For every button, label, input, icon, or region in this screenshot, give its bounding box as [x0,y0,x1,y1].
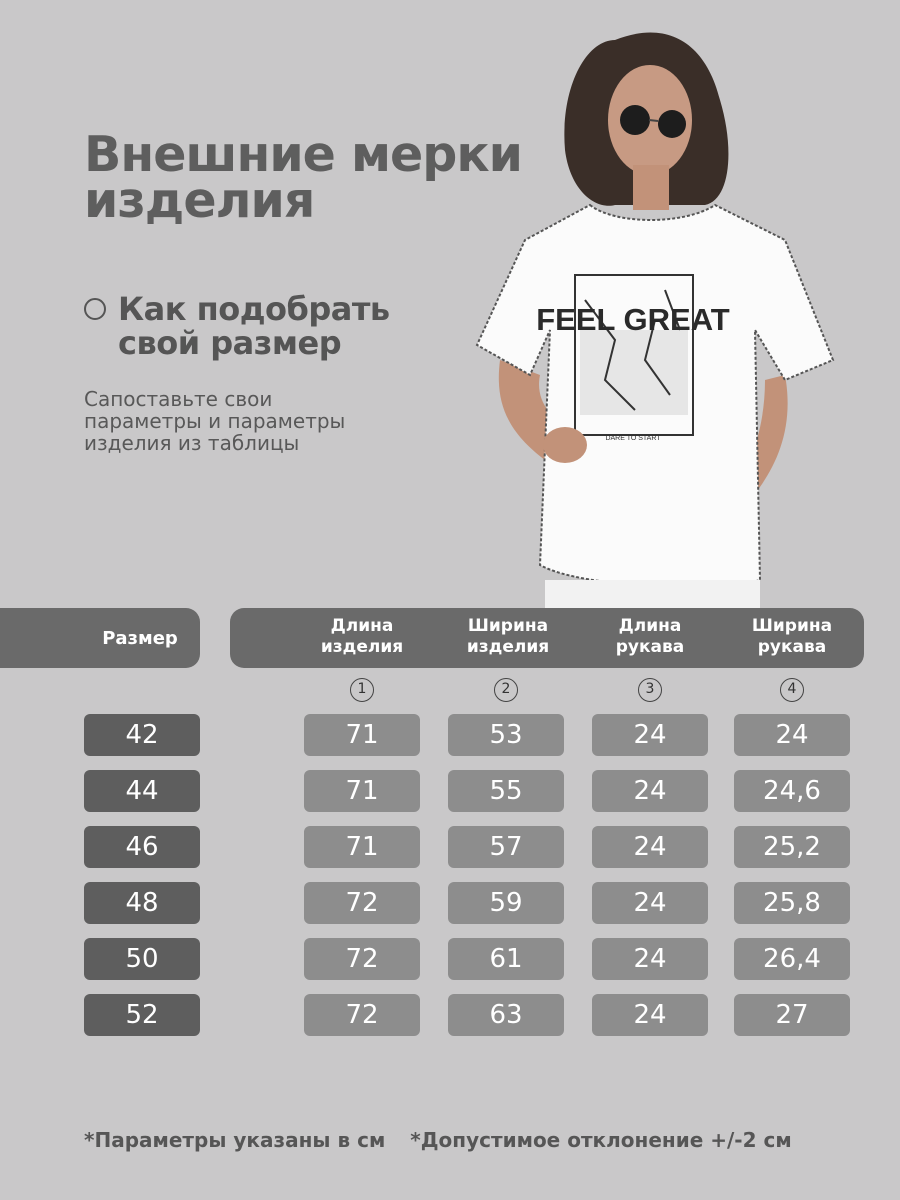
size-cell: 46 [84,826,200,868]
value-cell: 24 [592,994,708,1036]
value-cell: 24 [592,938,708,980]
value-cell: 27 [734,994,850,1036]
value-cell: 72 [304,882,420,924]
value-cell: 63 [448,994,564,1036]
value-cell: 61 [448,938,564,980]
circle-icon [84,298,106,320]
sunglasses-left [620,105,650,135]
hand [543,427,587,463]
neck [633,165,669,210]
column-header-4 [727,616,857,658]
value-cell: 24 [592,770,708,812]
sunglasses-right [658,110,686,138]
value-cell: 59 [448,882,564,924]
column-4-label-line-1: Ширина [751,616,833,636]
shirt-print-main: FEEL GREAT [536,302,730,337]
value-cell: 24 [592,826,708,868]
footer-notes [84,1128,792,1152]
title-line-1: Внешние мерки [84,126,522,183]
value-cell: 71 [304,826,420,868]
column-header-2 [443,616,573,658]
page-title [84,126,522,229]
column-4-label-line-2: рукава [757,637,827,657]
size-header-label: Размер [102,627,178,649]
column-2-label-line-1: Ширина [467,616,549,636]
how-to-line-2: свой размер [118,324,342,362]
value-cell: 57 [448,826,564,868]
model-photo [465,0,845,610]
how-to-line-1: Как подобрать [118,290,390,328]
value-cell: 55 [448,770,564,812]
measurements-header [230,608,864,668]
value-cell: 53 [448,714,564,756]
value-cell: 24,6 [734,770,850,812]
footer-note-tolerance: *Допустимое отклонение +/-2 см [410,1128,792,1152]
description-line-3: изделия из таблицы [84,431,300,455]
shirt-print-small: DARE TO START [605,435,661,442]
column-number-2: 2 [494,678,518,702]
value-cell: 25,8 [734,882,850,924]
value-cell: 72 [304,938,420,980]
size-cell: 52 [84,994,200,1036]
size-cell: 50 [84,938,200,980]
size-cell: 48 [84,882,200,924]
column-number-1: 1 [350,678,374,702]
column-header-1 [297,616,427,658]
value-cell: 24 [592,714,708,756]
column-1-label-line-1: Длина [330,616,394,636]
value-cell: 25,2 [734,826,850,868]
size-cell: 42 [84,714,200,756]
column-number-3: 3 [638,678,662,702]
column-3-label-line-1: Длина [618,616,682,636]
description-line-1: Сапоставьте свои [84,387,273,411]
footer-note-units: *Параметры указаны в см [84,1128,386,1152]
column-3-label-line-2: рукава [615,637,685,657]
size-column-header [0,608,200,668]
description [84,388,345,454]
column-1-label-line-2: изделия [320,637,404,657]
description-line-2: параметры и параметры [84,409,346,433]
column-number-4: 4 [780,678,804,702]
pants [545,580,760,610]
value-cell: 26,4 [734,938,850,980]
value-cell: 71 [304,770,420,812]
title-line-2: изделия [84,172,315,229]
size-cell: 44 [84,770,200,812]
column-header-3 [585,616,715,658]
value-cell: 71 [304,714,420,756]
how-to-heading [84,292,390,360]
value-cell: 72 [304,994,420,1036]
value-cell: 24 [592,882,708,924]
value-cell: 24 [734,714,850,756]
column-2-label-line-2: изделия [466,637,550,657]
